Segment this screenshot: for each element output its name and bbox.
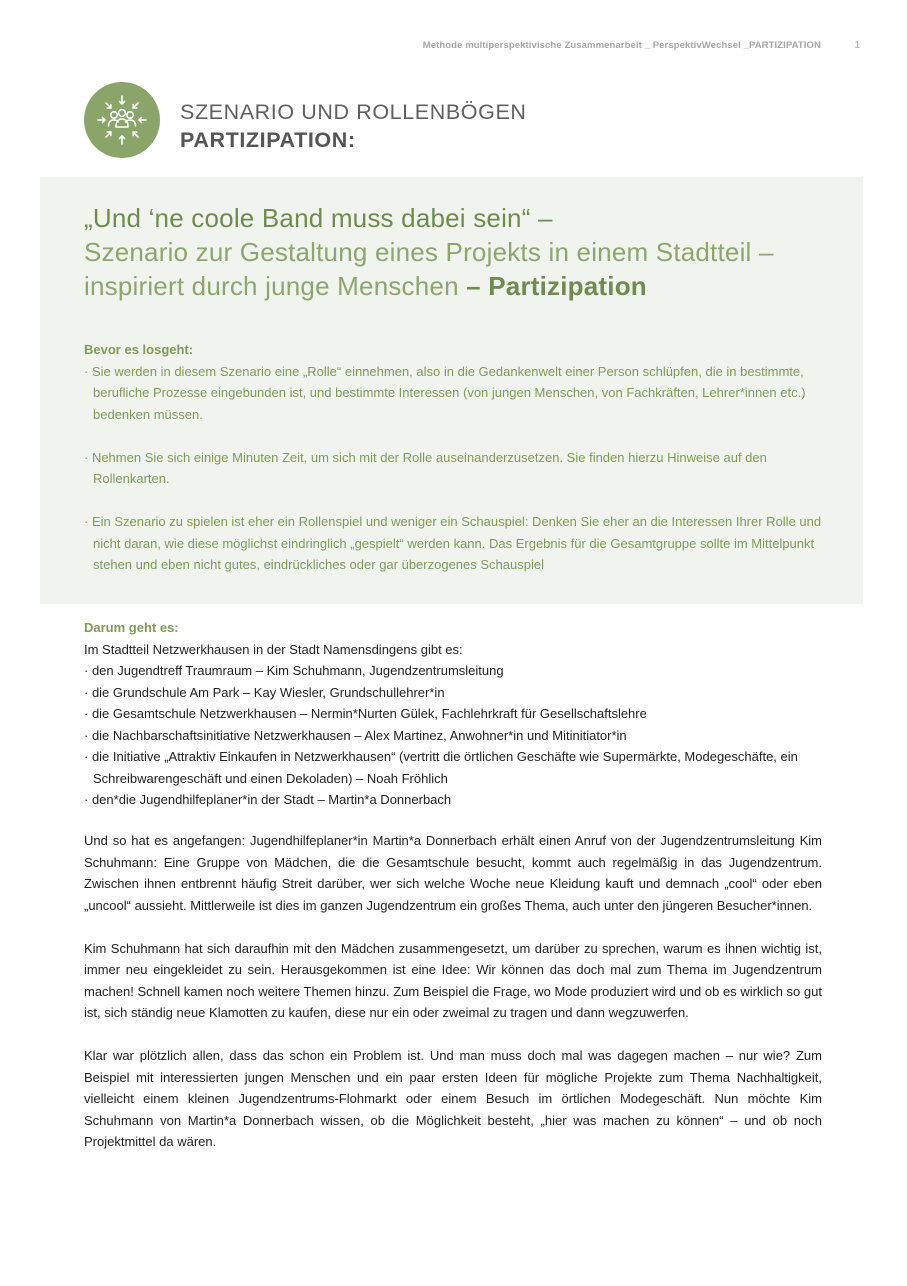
scenario-title-line-3-prefix: inspiriert durch junge Menschen: [84, 271, 459, 301]
page-heading: [180, 98, 527, 154]
heading-line-2: PARTIZIPATION:: [180, 128, 356, 152]
before-section: [84, 339, 844, 576]
story-paragraph: Kim Schuhmann hat sich daraufhin mit den Mädchen zusammengesetzt, um darüber zu sprechen, warum es ihnen wichtig ist, immer neu eingekleidet zu sein. Herausgekommen ist eine Idee: Wir können das doch mal zum Thema im Jugendzentrum machen! Schnell kamen noch weitere Themen hinzu. Zum Beispiel die Frage, wo Mode produziert wird und ob es wirklich so gut ist, sich ständig neue Klamotten zu kaufen, diese nur ein oder zweimal zu tragen und dann wegzuwerfen.: [84, 940, 822, 1020]
scenario-title-line-1: „Und ‘ne coole Band muss dabei sein“ –: [84, 203, 553, 233]
list-item: · die Grundschule Am Park – Kay Wiesler, Grundschullehrer*in: [84, 684, 445, 700]
scenario-title: [84, 201, 824, 303]
list-item: · die Gesamtschule Netzwerkhausen – Nermin*Nurten Gülek, Fachlehrkraft für Gesellschaftslehre: [84, 706, 647, 721]
darum-heading: Darum geht es:: [84, 620, 179, 635]
list-item: · den*die Jugendhilfeplaner*in der Stadt – Martin*a Donnerbach: [84, 792, 452, 807]
story-paragraph: Klar war plötzlich allen, dass das schon ein Problem ist. Und man muss doch mal was dagegen machen – nur wie? Zum Beispiel mit interessierten jungen Menschen und ein paar ersten Ideen für mögliche Projekte zum Thema Nachhaltigkeit, vielleicht einem kleinen Jugendzentrums-Flohmarkt oder einem Besuch im örtlichen Modegeschäft. Nun möchte Kim Schuhmann von Martin*a Donnerbach wissen, ob die Möglichkeit besteht, „hier was machen zu können“ – und ob noch Projektmittel da wären.: [84, 1048, 822, 1149]
list-item: · die Initiative „Attraktiv Einkaufen in Netzwerkhausen“ (vertritt die örtlichen Geschäfte wie Supermärkte, Modegeschäfte, ein Schreibwarengeschäft und einen Dekoladen) – Noah Fröhlich: [84, 749, 798, 786]
scenario-title-line-2: Szenario zur Gestaltung eines Projekts in einem Stadtteil –: [84, 237, 774, 267]
running-head: Methode multiperspektivische Zusammenarbeit _ PerspektivWechsel _PARTIZIPATION: [422, 40, 821, 51]
darum-intro: Im Stadtteil Netzwerkhausen in der Stadt Namensdingens gibt es:: [84, 641, 463, 657]
scenario-title-line-3-suffix: – Partizipation: [466, 271, 647, 301]
before-heading: Bevor es losgeht:: [84, 342, 194, 357]
before-bullet: · Sie werden in diesem Szenario eine „Rolle“ einnehmen, also in die Gedankenwelt einer Person schlüpfen, die in bestimmte, berufliche Prozesse eingebunden ist, und bestimmte Interessen (von jungen Menschen, von Fachkräften, Lehrer*innen etc.) bedenken müssen.: [84, 363, 806, 422]
before-bullet: · Nehmen Sie sich einige Minuten Zeit, um sich mit der Rolle auseinanderzusetzen. Sie finden hierzu Hinweise auf den Rollenkarten.: [84, 449, 767, 486]
before-bullet: · Ein Szenario zu spielen ist eher ein Rollenspiel und weniger ein Schauspiel: Denken Sie eher an die Interessen Ihrer Rolle und nicht daran, wie diese möglichst eindringlich „gespielt“ werden kann. Das Ergebnis für die Gesamtgruppe sollte im Mittelpunkt stehen und eben nicht gutes, eindrückliches oder gar überzogenes Schauspiel: [84, 514, 822, 572]
page-number: 1: [854, 40, 860, 51]
story-section: [84, 830, 822, 1174]
scenario-title-line-3: [84, 269, 824, 303]
group-participation-icon: [84, 82, 160, 158]
darum-section: [84, 617, 844, 811]
story-paragraph: Und so hat es angefangen: Jugendhilfeplaner*in Martin*a Donnerbach erhält einen Anruf von der Jugendzentrumsleitung Kim Schuhmann: Eine Gruppe von Mädchen, die die Gesamtschule besucht, kommt auch regelmäßig in das Jugendzentrum. Zwischen ihnen entbrennt häufig Streit darüber, wer sich welche Woche neue Kleidung kauft und demnach „cool“ oder eben „uncool“ aussieht. Mittlerweile ist dies im ganzen Jugendzentrum ein großes Thema, auch unter den jüngeren Besucher*innen.: [84, 833, 822, 913]
heading-line-1: SZENARIO UND ROLLENBÖGEN: [180, 100, 527, 124]
list-item: · die Nachbarschaftsinitiative Netzwerkhausen – Alex Martinez, Anwohner*in und Mitinitiator*in: [84, 727, 627, 743]
list-item: · den Jugendtreff Traumraum – Kim Schuhmann, Jugendzentrumsleitung: [84, 663, 504, 678]
